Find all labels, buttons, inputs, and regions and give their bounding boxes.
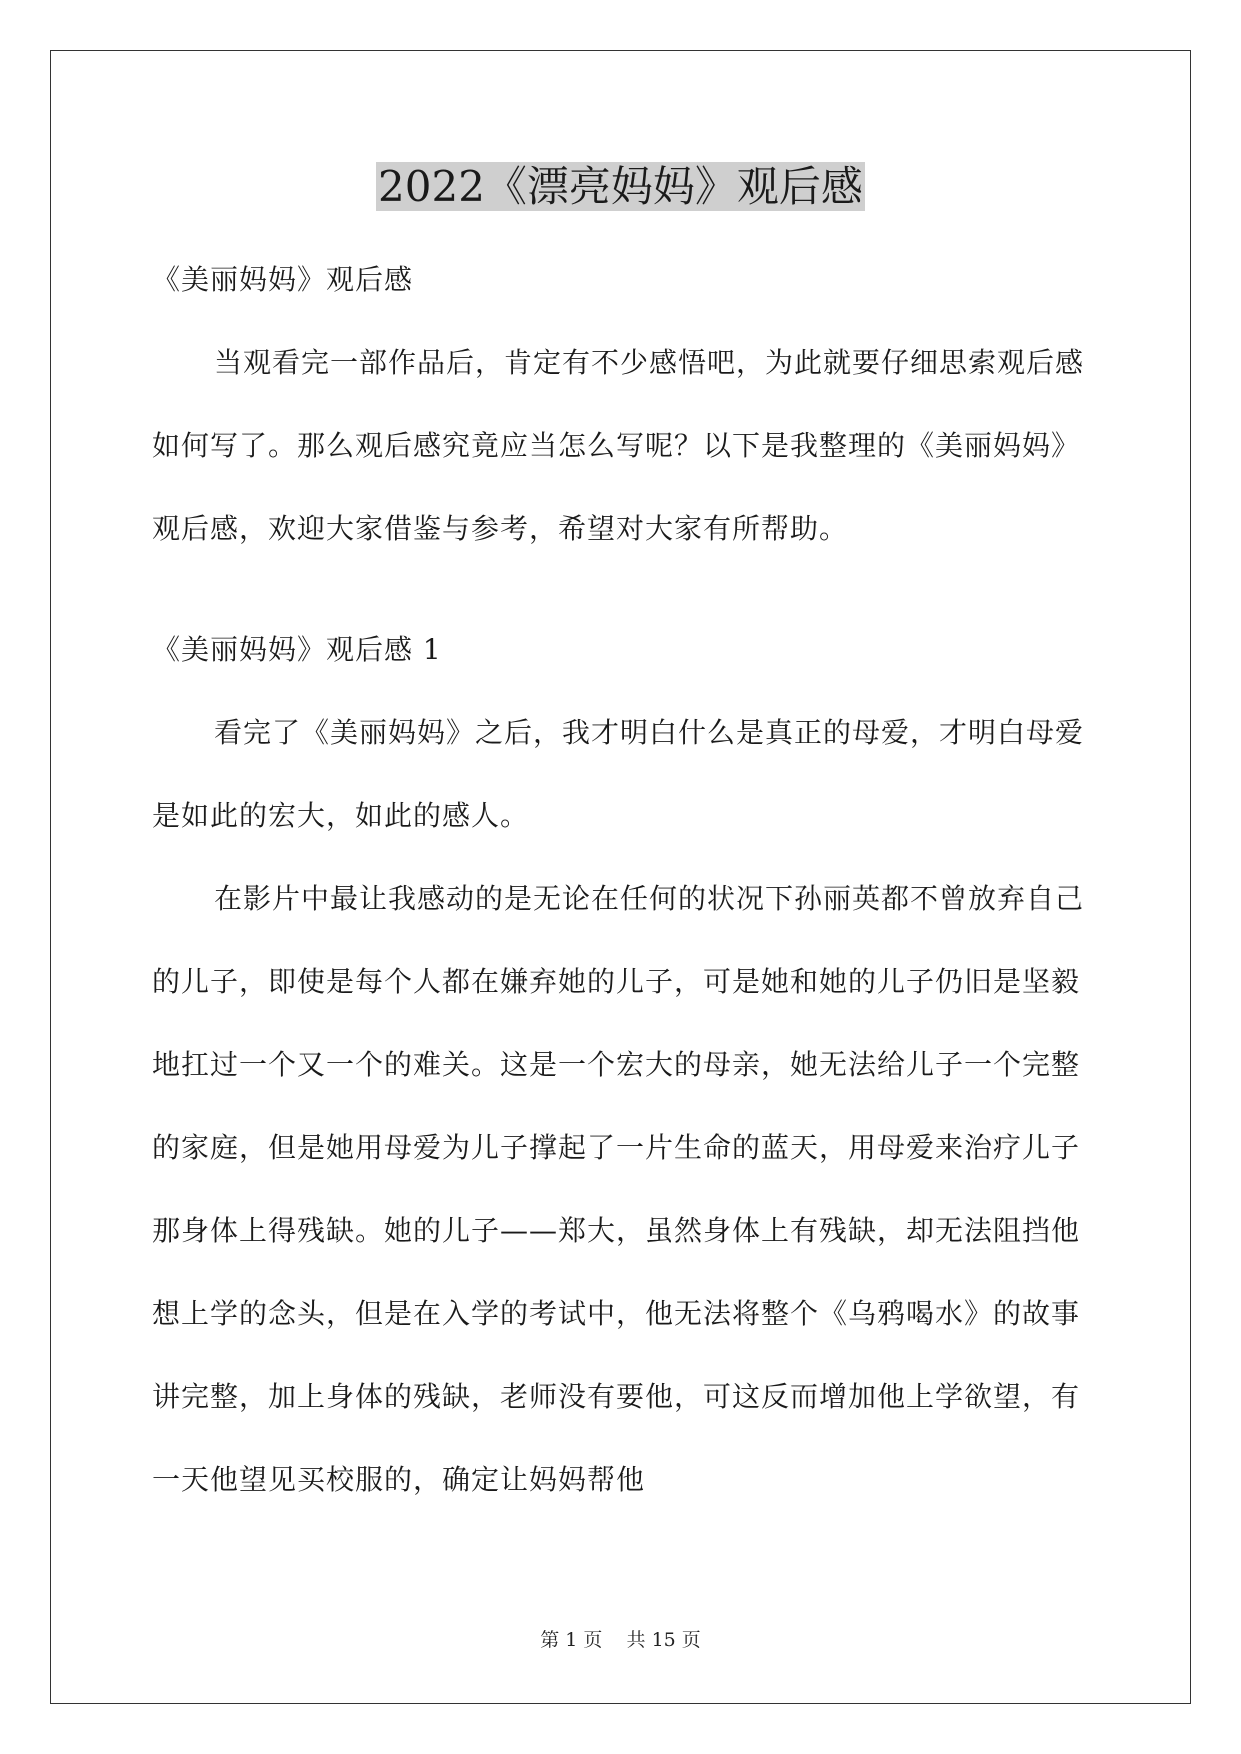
intro-heading: 《美丽妈妈》观后感 (152, 263, 414, 296)
page-total: 共 15 页 (626, 1629, 701, 1651)
section-spacer (152, 570, 1097, 608)
footer-spacer (602, 1629, 626, 1651)
body-paragraph: 看完了《美丽妈妈》之后，我才明白什么是真正的母爱，才明白母爱是如此的宏大，如此的感人。 (152, 716, 1085, 832)
document-body (152, 238, 1097, 1521)
page-footer (0, 1625, 1241, 1652)
page-number: 第 1 页 (540, 1629, 603, 1651)
document-title (0, 158, 1241, 216)
document-title-text: 2022《漂亮妈妈》观后感 (378, 162, 863, 211)
section-heading: 《美丽妈妈》观后感 1 (152, 633, 442, 666)
body-paragraph: 在影片中最让我感动的是无论在任何的状况下孙丽英都不曾放弃自己的儿子，即使是每个人都在嫌弃她的儿子，可是她和她的儿子仍旧是坚毅地扛过一个又一个的难关。这是一个宏大的母亲，她无法给儿子一个完整的家庭，但是她用母爱为儿子撑起了一片生命的蓝天，用母爱来治疗儿子那身体上得残缺。她的儿子——郑大，虽然身体上有残缺，却无法阻挡他想上学的念头，但是在入学的考试中，他无法将整个《乌鸦喝水》的故事讲完整，加上身体的残缺，老师没有要他，可这反而增加他上学欲望，有一天他望见买校服的，确定让妈妈帮他 (152, 882, 1085, 1496)
intro-paragraph: 当观看完一部作品后，肯定有不少感悟吧，为此就要仔细思索观后感如何写了。那么观后感究竟应当怎么写呢？以下是我整理的《美丽妈妈》观后感，欢迎大家借鉴与参考，希望对大家有所帮助。 (152, 346, 1085, 545)
